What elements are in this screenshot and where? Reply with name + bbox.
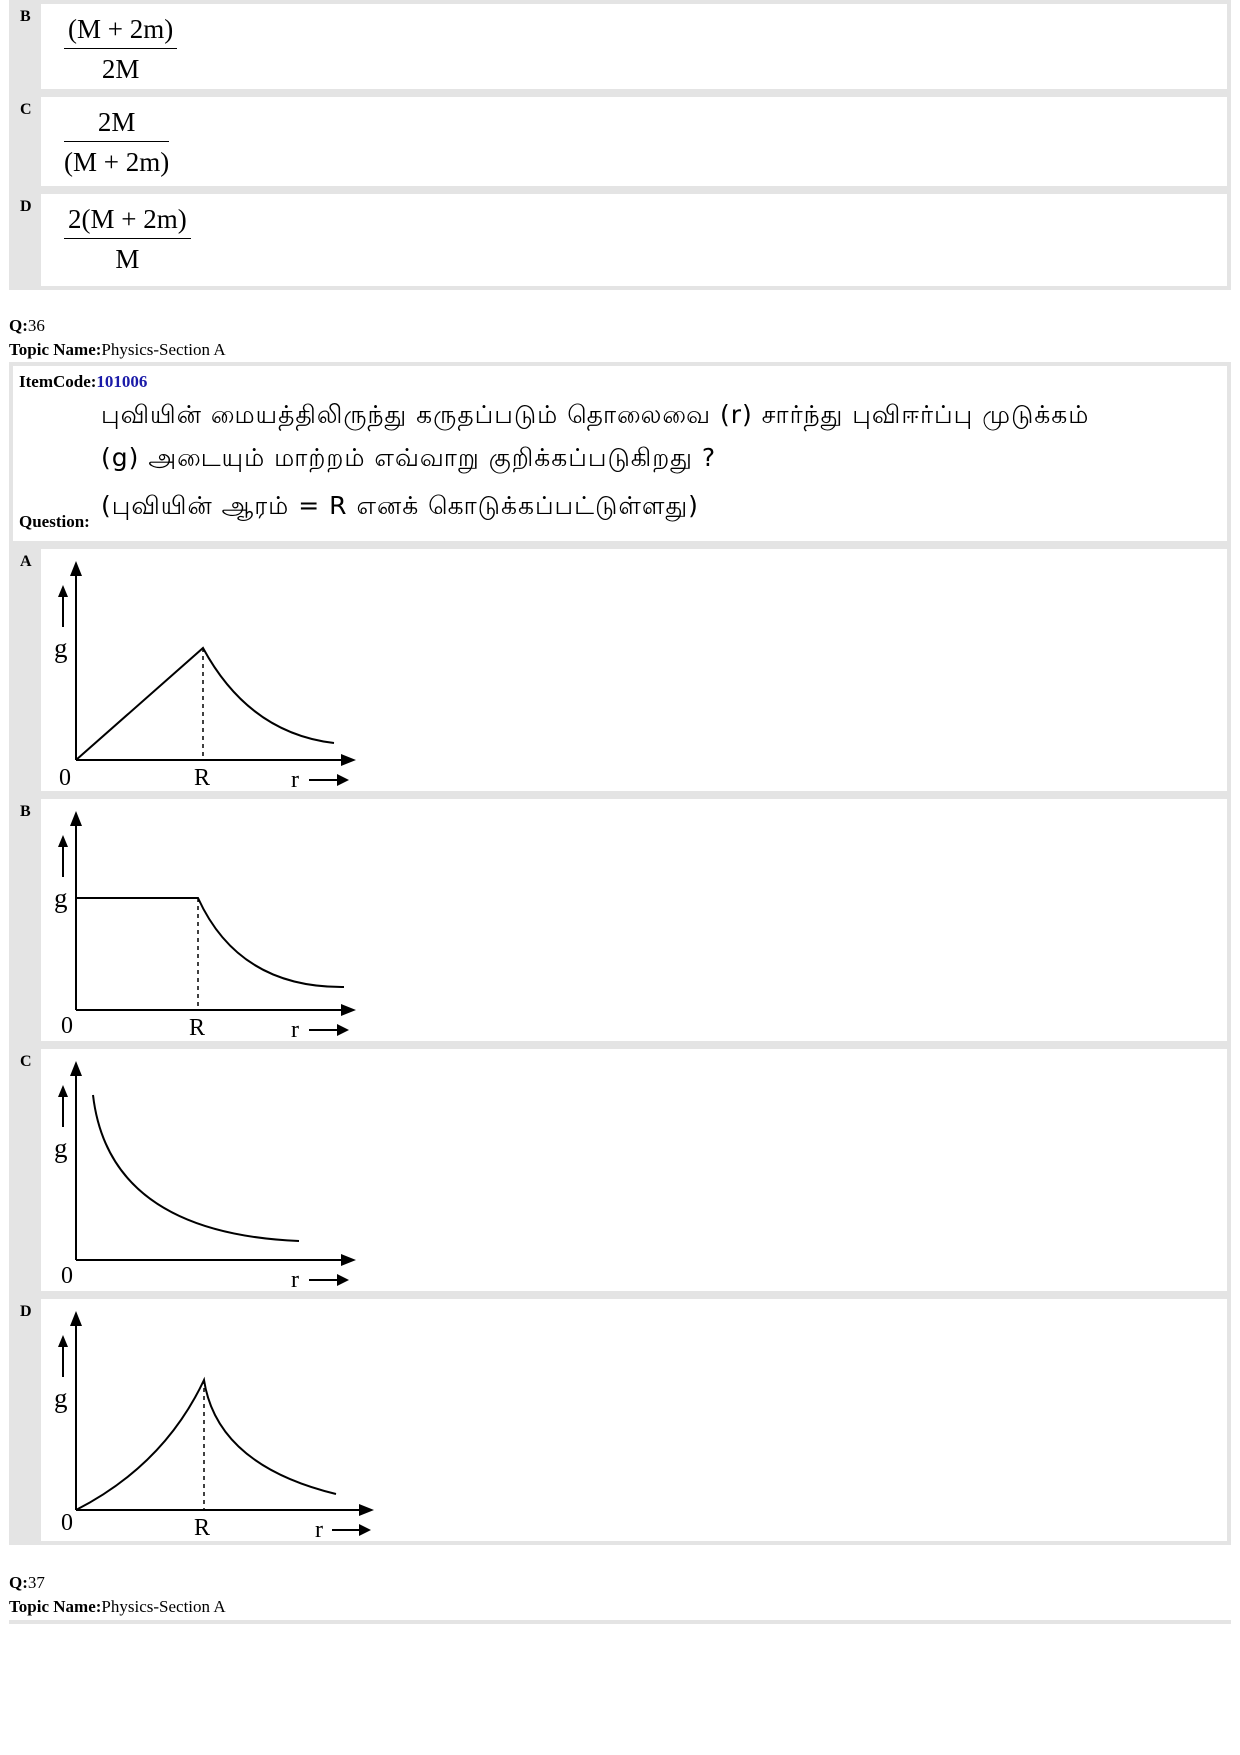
option-row-d[interactable] — [9, 1295, 1231, 1545]
option-label: D — [20, 1303, 32, 1320]
r-mark-label: R — [194, 765, 211, 790]
topic-name: Topic Name:Physics-Section A — [9, 1597, 226, 1616]
divider — [9, 1620, 1231, 1624]
option-label: B — [20, 8, 31, 25]
origin-label: 0 — [61, 1510, 73, 1536]
question-text-line-1: புவியின் மையத்திலிருந்து கருதப்படும் தொலைவை (r) சார்ந்து புவிஈர்ப்பு முடுக்கம் — [101, 400, 1090, 429]
fraction — [64, 202, 191, 276]
option-row-b-prev[interactable] — [9, 0, 1231, 93]
option-label: C — [20, 101, 32, 118]
x-axis-label: r — [291, 767, 299, 790]
question-number: Q:36 — [9, 316, 45, 335]
question-text-line-3: (புவியின் ஆரம் = R எனக் கொடுக்கப்பட்டுள்ளது) — [101, 491, 699, 520]
option-label: C — [20, 1053, 32, 1070]
question-text-line-2: (g) அடையும் மாற்றம் எவ்வாறு குறிக்கப்படுகிறது ? — [101, 443, 717, 472]
graph-b — [49, 805, 369, 1040]
option-row-c-prev[interactable] — [9, 93, 1231, 190]
fraction-denominator: (M + 2m) — [64, 147, 170, 177]
topic-name: Topic Name:Physics-Section A — [9, 340, 226, 359]
r-mark-label: R — [189, 1015, 206, 1040]
y-axis-label: g — [54, 883, 68, 913]
question-label: Question: — [19, 512, 90, 531]
option-label: B — [20, 803, 31, 820]
graph-d — [49, 1305, 389, 1540]
graph-a — [49, 555, 369, 790]
fraction — [64, 12, 177, 86]
fraction — [64, 105, 169, 179]
question-box — [9, 362, 1231, 545]
graph-c — [49, 1055, 369, 1290]
option-row-a[interactable] — [9, 545, 1231, 795]
x-axis-label: r — [315, 1517, 323, 1540]
x-axis-label: r — [291, 1017, 299, 1040]
option-row-d-prev[interactable] — [9, 190, 1231, 290]
fraction-numerator: 2(M + 2m) — [64, 202, 191, 239]
x-axis-label: r — [291, 1267, 299, 1290]
fraction-numerator: 2M — [64, 105, 169, 142]
origin-label: 0 — [61, 1263, 73, 1289]
fraction-denominator: 2M — [101, 54, 140, 84]
r-mark-label: R — [194, 1515, 211, 1540]
fraction-numerator: (M + 2m) — [64, 12, 177, 49]
question-number: Q:37 — [9, 1573, 45, 1592]
origin-label: 0 — [61, 1013, 73, 1039]
fraction-denominator: M — [115, 244, 140, 274]
item-code: ItemCode:101006 — [19, 372, 148, 391]
option-label: A — [20, 553, 32, 570]
y-axis-label: g — [54, 1383, 68, 1413]
y-axis-label: g — [54, 1133, 68, 1163]
y-axis-label: g — [54, 633, 68, 663]
option-row-c[interactable] — [9, 1045, 1231, 1295]
option-row-b[interactable] — [9, 795, 1231, 1045]
option-label: D — [20, 198, 32, 215]
origin-label: 0 — [59, 765, 71, 790]
